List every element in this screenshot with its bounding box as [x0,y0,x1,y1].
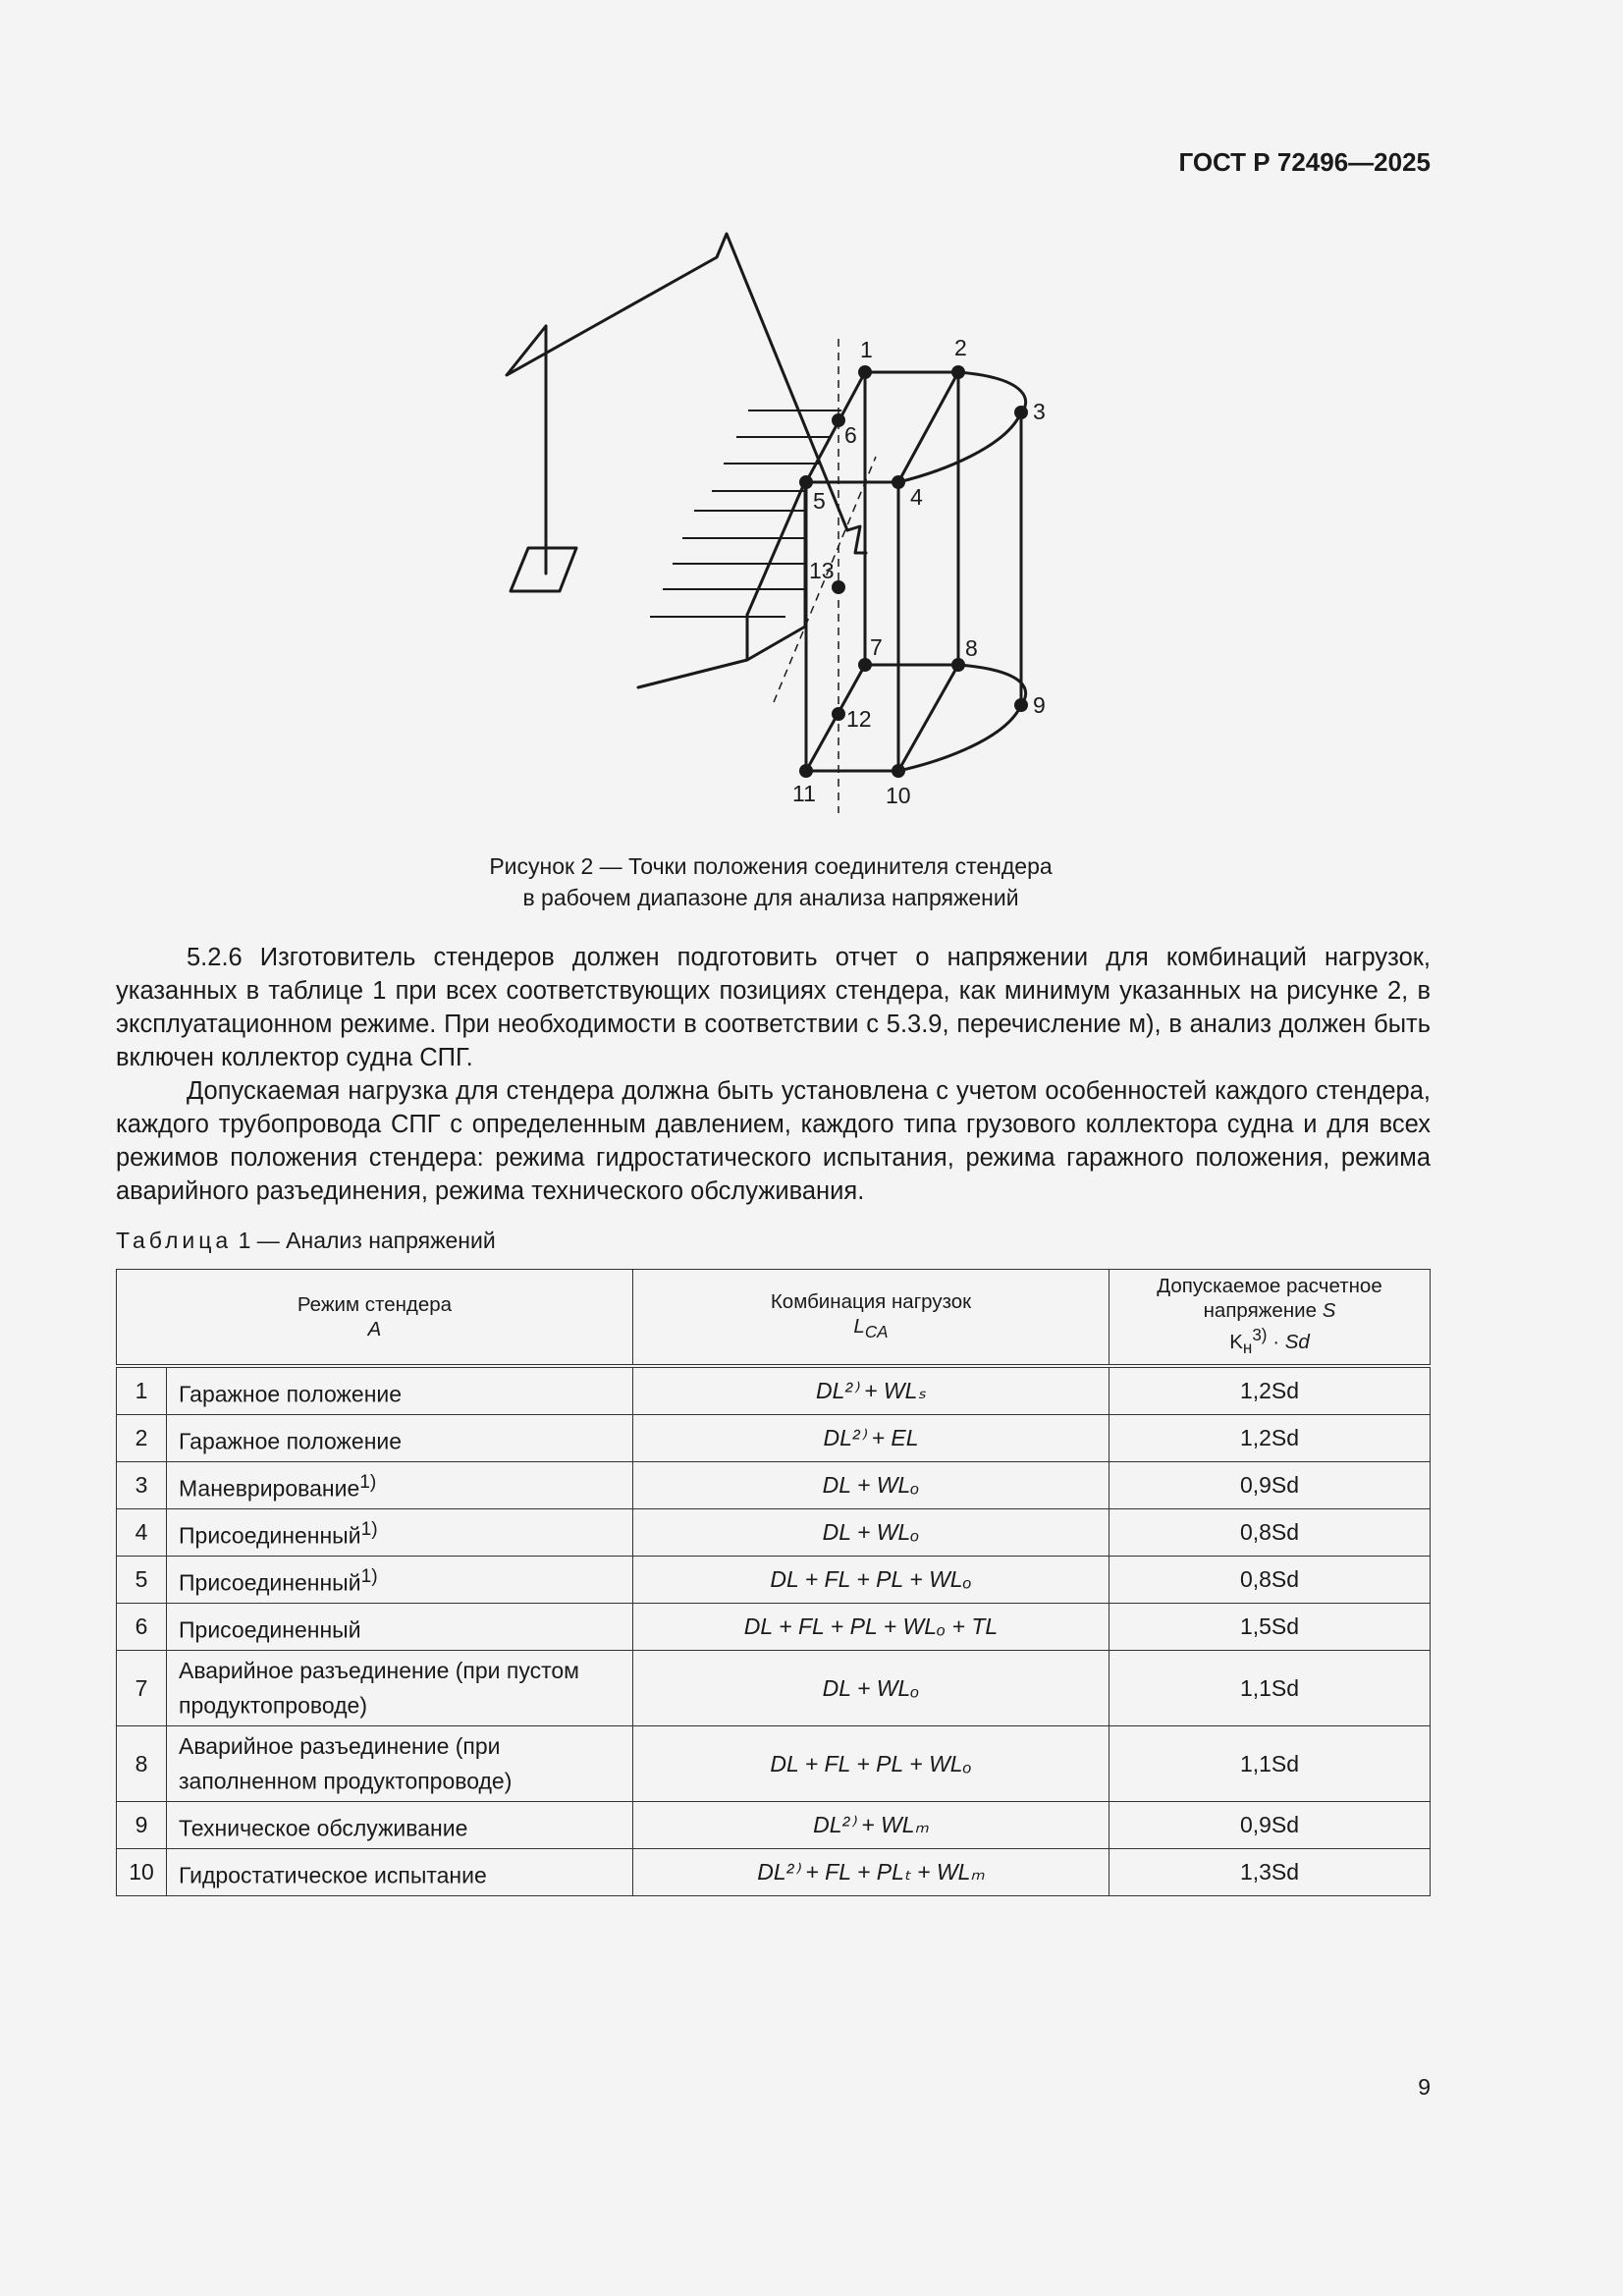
header-stress-k-sup: 3) [1252,1326,1268,1345]
row-number [117,1604,167,1651]
point-12 [832,707,845,721]
row-mode [167,1366,633,1415]
point-1 [858,365,872,379]
row-number-text: 7 [135,1674,148,1701]
row-mode-text: Присоединенный [179,1616,361,1643]
row-number [117,1509,167,1557]
row-mode-text: Присоединенный [179,1569,361,1596]
table-row [117,1849,1431,1896]
row-load-combination-text: DL + FL + PL + WLₒ + TL [743,1613,999,1639]
table-row [117,1726,1431,1802]
row-load-combination-text: DL + FL + PL + WLₒ [770,1750,972,1777]
header-stress-k-sub: н [1242,1338,1253,1357]
document-header: ГОСТ Р 72496—2025 [1178,147,1431,177]
row-number [117,1366,167,1415]
header-combo [633,1270,1109,1367]
header-stress-dot: · [1267,1330,1285,1353]
row-load-combination [633,1462,1109,1509]
row-load-combination-text: DL + WLₒ [822,1674,920,1701]
point-label-9: 9 [1033,692,1046,718]
point-3 [1014,406,1028,419]
row-mode-text: Гидростатическое испытание [179,1862,487,1888]
row-load-combination-text: DL + WLₒ [822,1519,920,1545]
row-allowable-stress [1109,1802,1431,1849]
row-load-combination-text: DL²⁾ + FL + PLₜ + WLₘ [757,1859,985,1885]
figure-2 [491,224,1080,833]
row-number [117,1557,167,1604]
row-number [117,1802,167,1849]
point-label-3: 3 [1033,399,1046,424]
row-load-combination [633,1849,1109,1896]
caption-line-2: в рабочем диапазоне для анализа напряжений [522,885,1019,910]
point-label-6: 6 [844,422,857,448]
row-allowable-stress-text: 1,2Sd [1239,1378,1300,1403]
header-stress-symbol: S [1322,1299,1336,1323]
row-number [117,1651,167,1726]
table-row [117,1802,1431,1849]
point-label-4: 4 [910,484,923,510]
figure-caption [0,850,1542,913]
row-load-combination [633,1802,1109,1849]
row-allowable-stress-text: 0,8Sd [1239,1566,1300,1592]
row-mode [167,1557,633,1604]
row-number-text: 3 [135,1472,148,1498]
row-mode-text: Маневрирование [179,1475,360,1502]
table-header-row [117,1270,1431,1367]
row-allowable-stress [1109,1462,1431,1509]
point-label-7: 7 [870,634,883,660]
header-stress-sd: Sd [1284,1330,1310,1353]
row-mode-footnote: 1) [359,1471,377,1493]
table-row [117,1415,1431,1462]
paragraph-5-2-6: 5.2.6 Изготовитель стендеров должен подготовить отчет о напряжении для комбинаций нагрузок, указанных в таблице 1 при всех соответствующих позициях стендера, как минимум указанных на рисунке 2, в эксплуатационном режиме. При необходимости в соответствии с 5.3.9, перечисление м), в анализ должен быть включен коллектор судна СПГ. [116,944,1431,1071]
row-number [117,1462,167,1509]
stand-base [511,548,576,591]
row-load-combination-text: DL + FL + PL + WLₒ [770,1566,972,1592]
point-5 [799,475,813,489]
row-allowable-stress [1109,1849,1431,1896]
row-allowable-stress-text: 0,9Sd [1239,1472,1300,1498]
point-label-1: 1 [860,337,873,362]
header-combo-label: Комбинация нагрузок [770,1289,972,1313]
point-label-11: 11 [792,781,816,806]
row-allowable-stress [1109,1726,1431,1802]
loading-arm-diagram [491,224,1080,833]
row-allowable-stress-text: 1,5Sd [1239,1613,1300,1639]
header-stress-line1: Допускаемое расчетное [1157,1275,1382,1298]
table-row [117,1651,1431,1726]
row-load-combination-text: DL²⁾ + EL [823,1425,919,1450]
row-load-combination-text: DL + WLₒ [822,1472,920,1498]
row-load-combination [633,1651,1109,1726]
row-load-combination-text: DL²⁾ + WLₘ [813,1812,929,1837]
point-2 [951,365,965,379]
row-mode [167,1509,633,1557]
header-mode-label: Режим стендера [297,1293,453,1316]
point-label-2: 2 [954,335,967,360]
row-number-text: 9 [135,1812,148,1837]
point-8 [951,658,965,672]
caption-line-1: Рисунок 2 — Точки положения соединителя стендера [489,853,1053,879]
row-number-text: 1 [135,1378,148,1403]
row-number-text: 4 [135,1519,148,1545]
row-load-combination [633,1415,1109,1462]
row-number-text: 6 [135,1613,148,1639]
row-mode-footnote: 1) [360,1518,378,1540]
row-mode [167,1415,633,1462]
row-number-text: 10 [129,1859,154,1885]
header-stress [1109,1270,1431,1367]
stress-analysis-table [116,1269,1431,1896]
row-mode-text: Аварийное разъединение (при пустом продуктопроводе) [179,1657,579,1719]
body-text [116,941,1431,1208]
table-row [117,1557,1431,1604]
row-number [117,1849,167,1896]
row-mode-text: Присоединенный [179,1522,361,1549]
row-mode-text: Гаражное положение [179,1381,403,1407]
row-allowable-stress-text: 0,9Sd [1239,1812,1300,1837]
header-combo-subscript: CA [864,1323,889,1342]
point-label-5: 5 [813,488,826,514]
point-6 [832,413,845,427]
hull-edge [747,627,805,660]
table-row [117,1604,1431,1651]
table-row [117,1366,1431,1415]
point-7 [858,658,872,672]
row-number-text: 5 [135,1566,148,1592]
point-label-12: 12 [846,706,872,732]
loading-arm [507,234,847,530]
row-mode-text: Техническое обслуживание [179,1815,468,1841]
row-allowable-stress [1109,1604,1431,1651]
table-title [116,1228,496,1254]
row-load-combination [633,1366,1109,1415]
coupling-hook [847,526,866,553]
row-number [117,1415,167,1462]
row-load-combination [633,1557,1109,1604]
row-allowable-stress-text: 1,3Sd [1239,1859,1300,1885]
row-mode [167,1726,633,1802]
row-allowable-stress [1109,1509,1431,1557]
row-allowable-stress-text: 1,1Sd [1239,1750,1300,1777]
table-body [117,1366,1431,1896]
row-mode [167,1462,633,1509]
row-mode [167,1802,633,1849]
row-mode [167,1604,633,1651]
point-11 [799,764,813,778]
row-number [117,1726,167,1802]
row-load-combination [633,1726,1109,1802]
row-number-text: 2 [135,1425,148,1450]
row-mode-footnote: 1) [360,1565,378,1587]
header-stress-line2: напряжение [1203,1299,1317,1323]
point-label-13: 13 [809,558,835,583]
row-load-combination [633,1509,1109,1557]
header-combo-symbol: L [853,1314,865,1338]
row-load-combination-text: DL²⁾ + WLₛ [815,1378,926,1403]
header-stress-k: K [1229,1330,1243,1353]
point-4 [892,475,905,489]
point-label-10: 10 [886,783,911,808]
hull-bottom [638,615,747,687]
row-number-text: 8 [135,1750,148,1777]
header-mode [117,1270,633,1367]
page-number: 9 [1418,2074,1431,2100]
row-allowable-stress [1109,1651,1431,1726]
row-mode [167,1849,633,1896]
paragraph-allowable-load: Допускаемая нагрузка для стендера должна быть установлена с учетом особенностей каждого стендера, каждого трубопровода СПГ с определенным давлением, каждого типа грузового коллектора судна и для всех режимов положения стендера: режима гидростатического испытания, режима гаражного положения, режима аварийного разъединения, режима технического обслуживания. [116,1077,1431,1205]
table-title-text: 1 — Анализ напряжений [238,1228,496,1253]
row-allowable-stress-text: 1,2Sd [1239,1425,1300,1450]
hull-deck [747,481,805,615]
row-mode-text: Гаражное положение [179,1428,403,1454]
table-title-prefix: Таблица [116,1228,233,1253]
table-row [117,1509,1431,1557]
row-allowable-stress [1109,1366,1431,1415]
row-allowable-stress-text: 1,1Sd [1239,1674,1300,1701]
row-mode-text: Аварийное разъединение (при заполненном продуктопроводе) [179,1732,513,1794]
point-label-8: 8 [965,635,978,661]
point-10 [892,764,905,778]
header-mode-symbol: A [367,1318,382,1340]
table-row [117,1462,1431,1509]
row-mode [167,1651,633,1726]
row-allowable-stress [1109,1415,1431,1462]
point-9 [1014,698,1028,712]
row-allowable-stress [1109,1557,1431,1604]
row-load-combination [633,1604,1109,1651]
row-allowable-stress-text: 0,8Sd [1239,1519,1300,1545]
